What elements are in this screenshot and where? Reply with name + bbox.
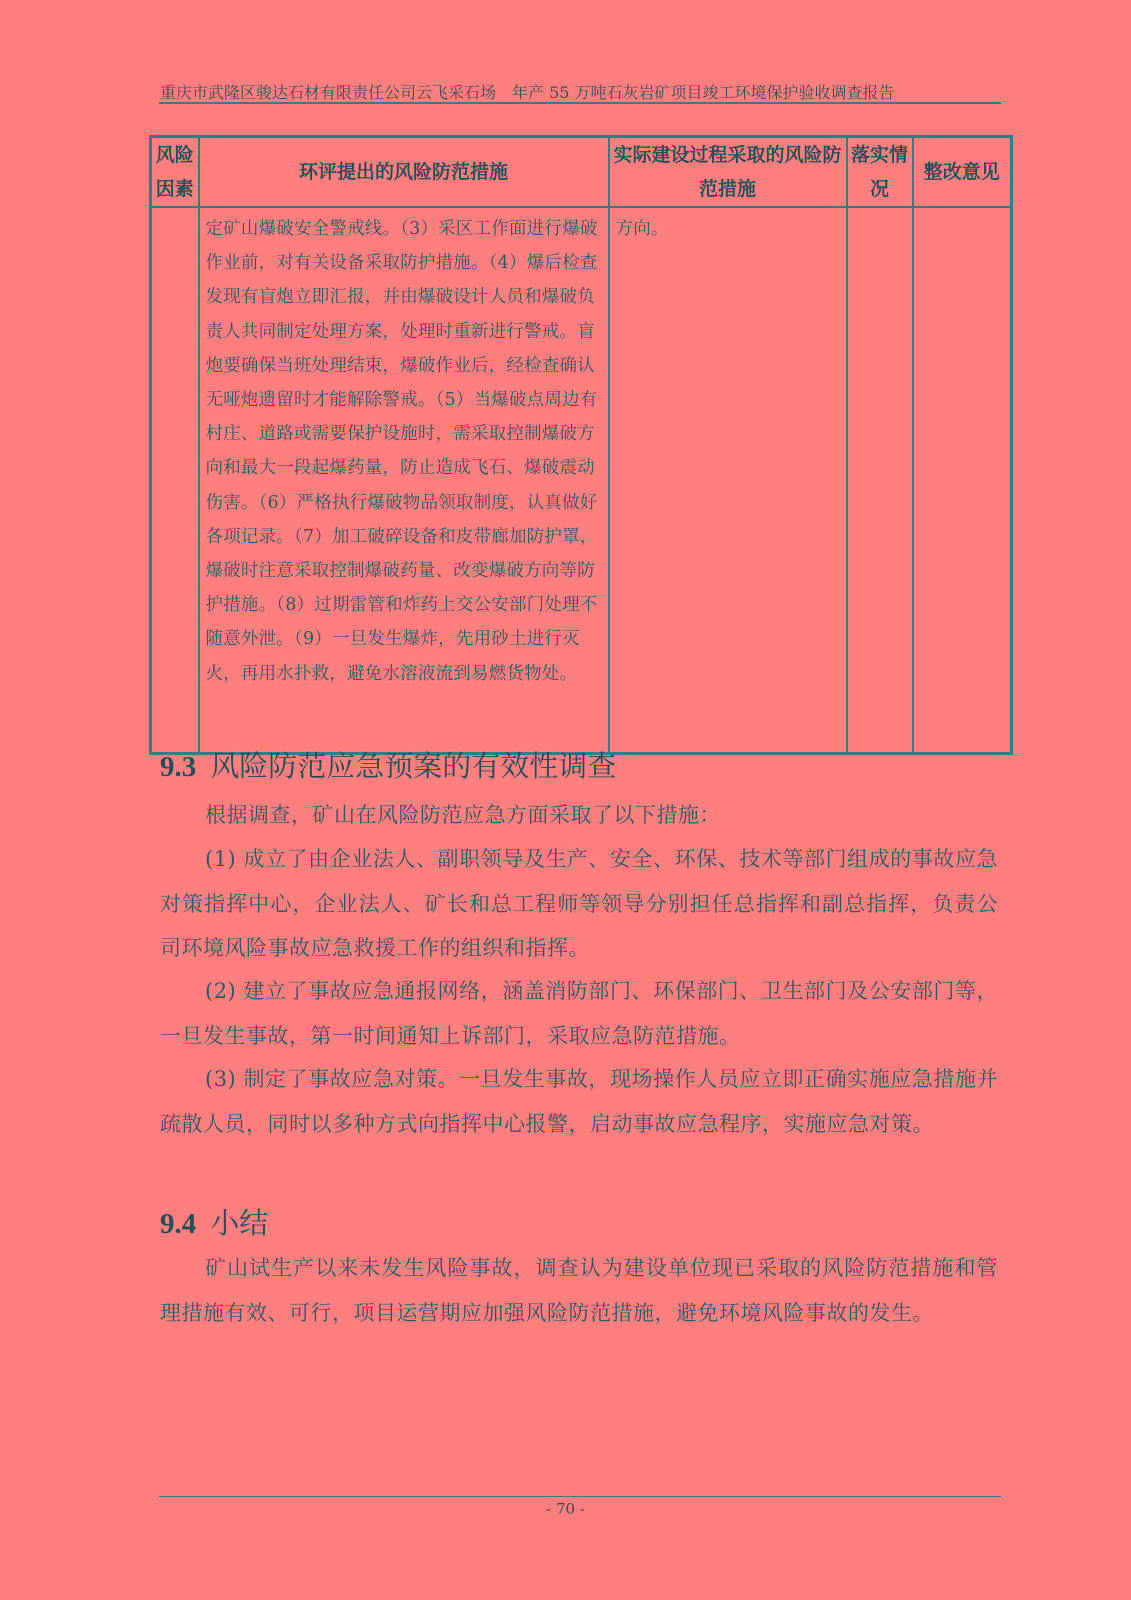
section-number: 9.3 [160,751,197,783]
section-title: 小结 [210,1206,269,1240]
cell-risk-factor [151,207,199,754]
paragraph: (2) 建立了事故应急通报网络，涵盖消防部门、环保部门、卫生部门及公安部门等，一旦发生事故，第一时间通知上诉部门，采取应急防范措施。 [160,979,998,1048]
section-number: 9.4 [160,1208,197,1240]
page-number: - 70 - [546,1500,585,1518]
cell-eia-measures: 定矿山爆破安全警戒线。（3）采区工作面进行爆破作业前，对有关设备采取防护措施。（4）爆后检查发现有盲炮立即汇报，并由爆破设计人员和爆破负责人共同制定处理方案，处理时重新进行警戒。盲炮要确保当班处理结束，爆破作业后，经检查确认无哑炮遗留时才能解除警戒。（5）当爆破点周边有村庄、道路或需要保护设施时，需采取控制爆破方向和最大一段起爆药量，防止造成飞石、爆破震动伤害。（6）严格执行爆破物品领取制度，认真做好各项记录。（7）加工破碎设备和皮带廊加防护罩，爆破时注意采取控制爆破药量、改变爆破方向等防护措施。（8）过期雷管和炸药上交公安部门处理不随意外泄。（9）一旦发生爆炸，先用砂土进行灭火，再用水扑救，避免水溶液流到易燃货物处。 [199,207,609,754]
cell-implementation [847,207,913,754]
paragraph: 矿山试生产以来未发生风险事故，调查认为建设单位现已采取的风险防范措施和管理措施有效、可行，项目运营期应加强风险防范措施，避免环境风险事故的发生。 [160,1256,998,1325]
cell-rectification [913,207,1012,754]
risk-measures-table [149,135,1013,755]
paragraph: (1) 成立了由企业法人、副职领导及生产、安全、环保、技术等部门组成的事故应急对策指挥中心，企业法人、矿长和总工程师等领导分别担任总指挥和副总指挥，负责公司环境风险事故应急救援工作的组织和指挥。 [160,847,998,960]
section-title: 风险防范应急预案的有效性调查 [210,749,617,783]
column-header-implementation: 落实情况 [847,137,913,208]
table-row [151,207,1012,754]
paragraph: (3) 制定了事故应急对策。一旦发生事故，现场操作人员应立即正确实施应急措施并疏散人员，同时以多种方式向指挥中心报警，启动事故应急程序，实施应急对策。 [160,1067,998,1136]
column-header-eia-measures: 环评提出的风险防范措施 [199,137,609,208]
column-header-actual-measures: 实际建设过程采取的风险防范措施 [609,137,847,208]
table-header-row [151,137,1012,208]
paragraph: 根据调查，矿山在风险防范应急方面采取了以下措施： [205,803,721,827]
running-header: 重庆市武隆区骏达石材有限责任公司云飞采石场 年产 55 万吨石灰岩矿项目竣工环境保护验收调查报告 [160,83,895,102]
section-heading-9-4 [160,1201,268,1242]
header-divider [159,102,1001,104]
column-header-rectification: 整改意见 [913,137,1012,208]
section-heading-9-3 [160,744,616,785]
cell-actual-measures: 方向。 [609,207,847,754]
footer-divider [159,1496,1001,1497]
column-header-risk-factor: 风险因素 [151,137,199,208]
